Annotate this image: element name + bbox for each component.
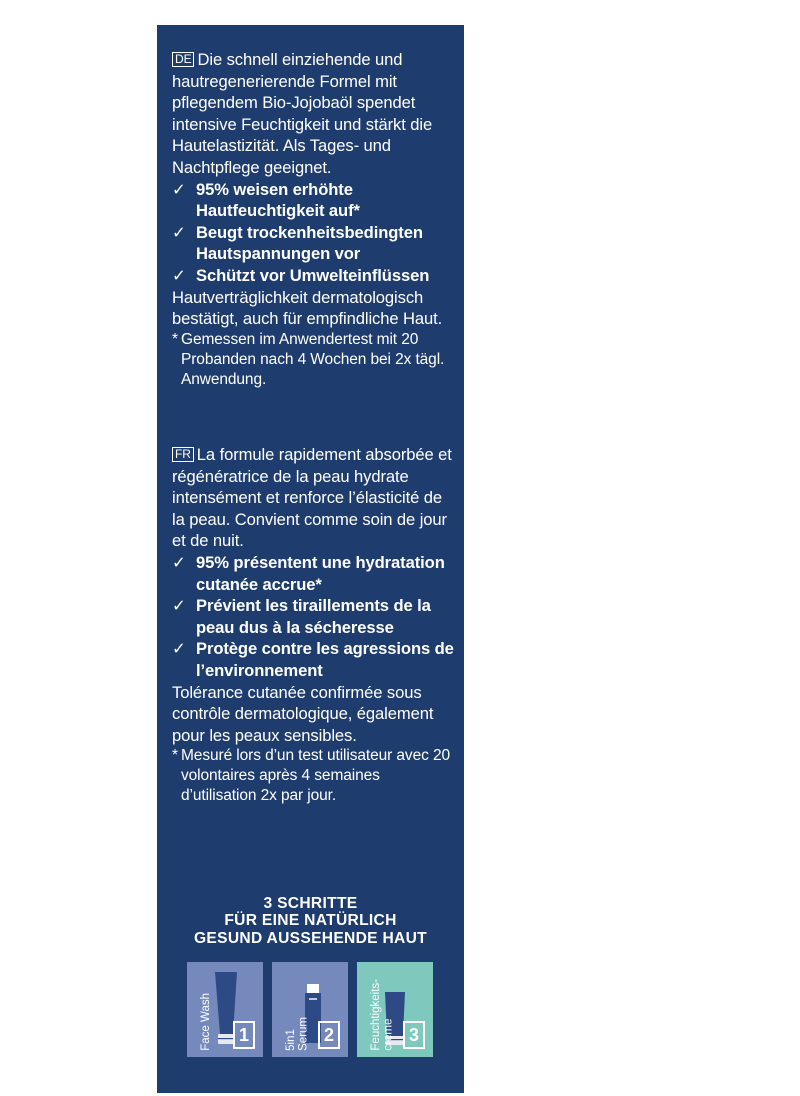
french-benefit-text: Protège contre les agressions de l’environnement: [196, 639, 454, 680]
steps-heading-line: GESUND AUSSEHENDE HAUT: [193, 929, 428, 947]
french-benefit-item: [172, 552, 455, 595]
step-number: 1: [233, 1021, 255, 1049]
step-number: 2: [318, 1021, 340, 1049]
steps-row: [187, 962, 433, 1057]
german-benefit-text: 95% weisen erhöhte Hautfeuchtigkeit auf*: [196, 179, 360, 221]
german-footnote-text: Gemessen im Anwendertest mit 20 Probanden nach 4 Wochen bei 2x tägl. Anwendung.: [181, 330, 445, 388]
checkmark-icon: ✓: [172, 179, 186, 199]
step-serum: [272, 962, 348, 1057]
german-section: [172, 49, 455, 390]
french-intro-text: La formule rapidement absorbée et régénératrice de la peau hydrate intensément et renforce l’élasticité de la peau. Convient comme soin de jour et de nuit.: [172, 445, 452, 551]
german-benefit-text: Beugt trockenheitsbedingten Hautspannungen vor: [196, 222, 423, 264]
french-footnote: [172, 746, 455, 806]
german-intro-paragraph: [172, 49, 455, 179]
footnote-asterisk: *: [172, 330, 178, 348]
step-label: Face Wash: [200, 993, 212, 1051]
french-language-badge: FR: [172, 447, 194, 462]
german-benefit-item: [172, 265, 455, 287]
german-tolerance-text: Hautverträglichkeit dermatologisch bestätigt, auch für empfindliche Haut.: [172, 287, 443, 329]
german-benefit-text: Schützt vor Umwelteinflüssen: [196, 265, 430, 285]
step-label: Feuchtigkeits- creme: [370, 979, 395, 1051]
french-benefits-list: [172, 552, 455, 682]
german-intro-text: Die schnell einziehende und hautregenerierende Formel mit pflegendem Bio-Jojobaöl spendet intensive Feuchtigkeit und stärkt die Hautelastizität. Als Tages- und Nachtpflege geeignet.: [172, 50, 433, 177]
steps-heading-line: 3 SCHRITTE: [263, 895, 358, 912]
steps-heading: [157, 895, 464, 947]
french-footnote-text: Mesuré lors d’un test utilisateur avec 20 volontaires après 4 semaines d’utilisation 2x par jour.: [181, 747, 451, 805]
german-footnote: [172, 330, 455, 390]
french-benefit-item: [172, 595, 455, 638]
french-benefit-text: 95% présentent une hydratation cutanée accrue*: [196, 552, 445, 594]
footnote-asterisk: *: [172, 747, 178, 765]
french-section: [172, 444, 455, 806]
german-benefit-item: [172, 179, 455, 222]
step-label: 5in1 Serum: [285, 1017, 310, 1051]
product-info-panel: [157, 25, 464, 1093]
french-benefit-item: [172, 638, 455, 681]
checkmark-icon: ✓: [172, 596, 186, 616]
checkmark-icon: ✓: [172, 552, 186, 572]
german-language-badge: DE: [172, 52, 194, 67]
french-benefit-text: Prévient les tiraillements de la peau dus à la sécheresse: [196, 596, 431, 637]
steps-heading-line: FÜR EINE NATÜRLICH: [224, 912, 397, 930]
step-face-wash: [187, 962, 263, 1057]
step-number: 3: [403, 1021, 425, 1049]
german-benefit-item: [172, 222, 455, 265]
french-intro-paragraph: [172, 444, 455, 552]
checkmark-icon: ✓: [172, 639, 186, 659]
checkmark-icon: ✓: [172, 222, 186, 242]
french-tolerance-text: Tolérance cutanée confirmée sous contrôle dermatologique, également pour les peaux sensibles.: [172, 682, 434, 745]
german-benefits-list: [172, 179, 455, 287]
checkmark-icon: ✓: [172, 265, 186, 285]
step-moisturizer: [357, 962, 433, 1057]
